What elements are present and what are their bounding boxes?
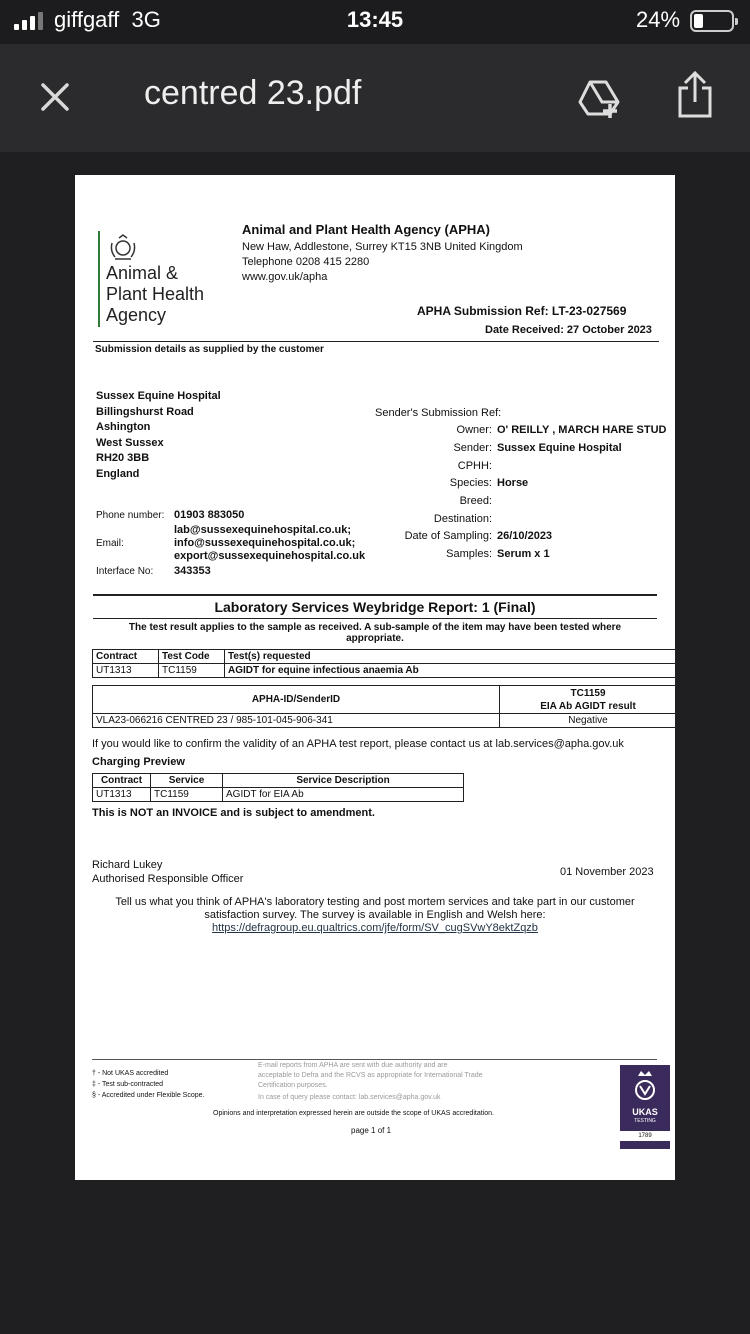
table-header: APHA-ID/SenderID [93,686,500,714]
table-header: Contract [93,650,159,664]
table-row [93,664,676,678]
table-row [93,714,676,728]
table-header: Service Description [223,774,464,788]
not-invoice-note: This is NOT an INVOICE and is subject to amendment. [92,807,375,819]
sender-ref-label: Sender's Submission Ref: [375,407,502,419]
table-cell: AGIDT for EIA Ab [223,788,464,802]
submission-heading: Submission details as supplied by the customer [95,344,324,355]
table-row [93,788,464,802]
table-cell: TC1159 [151,788,223,802]
tests-table [92,649,675,678]
report-note-cont: appropriate. [346,633,404,644]
ukas-number: 1789 [620,1131,670,1141]
charging-table [92,773,464,802]
samples-label: Samples: [446,548,492,560]
report-date: 01 November 2023 [560,866,654,878]
divider [93,618,657,619]
divider [93,594,657,596]
divider [93,341,659,342]
footnotes: † - Not UKAS accredited ‡ - Test sub-contracted § - Accredited under Flexible Scope. [92,1070,205,1099]
crown-icon [630,1068,660,1102]
report-title: Laboratory Services Weybridge Report: 1 (Final) [214,599,536,615]
owner-label: Owner: [456,424,492,436]
ukas-label: UKAS [632,1107,658,1117]
table-cell: TC1159 [159,664,225,678]
interface-value: 343353 [174,565,211,577]
cphh-label: CPHH: [457,460,492,472]
royal-crest-icon [107,233,139,261]
breed-label: Breed: [459,495,492,507]
email-list: lab@sussexequinehospital.co.uk; info@sussexequinehospital.co.uk; export@sussexequinehospital.co.uk [174,524,366,562]
status-bar [0,0,750,44]
share-icon[interactable] [672,70,718,120]
battery-icon [690,10,734,32]
phone-label: Phone number: [96,510,165,521]
email-label: Email: [96,538,124,549]
agency-phone: Telephone 0208 415 2280 [242,256,370,268]
officer-name: Richard Lukey [92,859,163,871]
viewer-toolbar [0,44,750,152]
sampling-date-value: 26/10/2023 [497,530,553,542]
close-icon[interactable] [34,76,76,118]
sender-value: Sussex Equine Hospital [497,442,622,454]
agency-web: www.gov.uk/apha [242,271,328,283]
file-title: centred 23.pdf [144,74,362,112]
charging-heading: Charging Preview [92,756,185,768]
agency-name: Animal and Plant Health Agency (APHA) [242,222,490,237]
survey-text-cont: satisfaction survey. The survey is available in English and Welsh here: [204,909,546,921]
sampling-date-label: Date of Sampling: [404,530,492,542]
network-type: 3G [131,7,161,32]
footer-divider [92,1059,657,1060]
date-received: Date Received: 27 October 2023 [485,324,652,336]
customer-address: Sussex Equine Hospital Billingshurst Road Ashington West Sussex RH20 3BB England [96,390,221,480]
add-to-drive-icon[interactable] [576,74,622,120]
species-label: Species: [449,477,492,489]
carrier-name: giffgaff 3G [54,7,161,32]
table-cell: VLA23-066216 CENTRED 23 / 985-101-045-906-341 [93,714,500,728]
destination-label: Destination: [433,513,492,525]
clock: 13:45 [346,7,404,32]
table-header: Test(s) requested [225,650,676,664]
survey-text: Tell us what you think of APHA's laboratory testing and post mortem services and take part in our customer [115,896,635,908]
logo-bar [98,231,100,327]
report-note: The test result applies to the sample as received. A sub-sample of the item may have been tested where [128,622,622,633]
table-cell: UT1313 [93,788,151,802]
agency-address: New Haw, Addlestone, Surrey KT15 3NB United Kingdom [242,241,523,253]
table-header: Service [151,774,223,788]
table-header: Test Code [159,650,225,664]
species-value: Horse [497,477,529,489]
owner-value: O' REILLY , MARCH HARE STUD [497,424,667,436]
phone-value: 01903 883050 [174,509,245,521]
table-header: TC1159 EIA Ab AGIDT result [500,686,676,714]
validity-text: If you would like to confirm the validity of an APHA test report, please contact us at lab.services@apha.gov.uk [92,738,624,750]
agency-logo: Animal & Plant Health Agency [106,263,205,325]
pdf-page[interactable] [75,175,675,1180]
table-cell: UT1313 [93,664,159,678]
battery-percent: 24% [636,7,681,32]
interface-label: Interface No: [96,566,154,577]
table-cell: AGIDT for equine infectious anaemia Ab [225,664,676,678]
ukas-badge [620,1065,670,1149]
ukas-testing: TESTING [634,1118,656,1124]
table-header: Contract [93,774,151,788]
officer-title: Authorised Responsible Officer [92,873,244,885]
results-table [92,685,675,728]
page-number: page 1 of 1 [351,1126,392,1135]
opinions-note: Opinions and interpretation expressed herein are outside the scope of UKAS accreditation. [213,1110,494,1117]
samples-value: Serum x 1 [497,548,550,560]
sender-label: Sender: [453,442,492,454]
result-value: Negative [500,714,676,728]
footer-note: E-mail reports from APHA are sent with due authority and are acceptable to Defra and the RCVS as appropriate for International Trade Certification purposes. In case of query please contact: lab.services@apha.gov.uk [258,1062,483,1101]
submission-ref: APHA Submission Ref: LT-23-027569 [417,304,627,318]
survey-link[interactable]: https://defragroup.eu.qualtrics.com/jfe/form/SV_cugSVwY8ektZqzb [212,922,538,934]
